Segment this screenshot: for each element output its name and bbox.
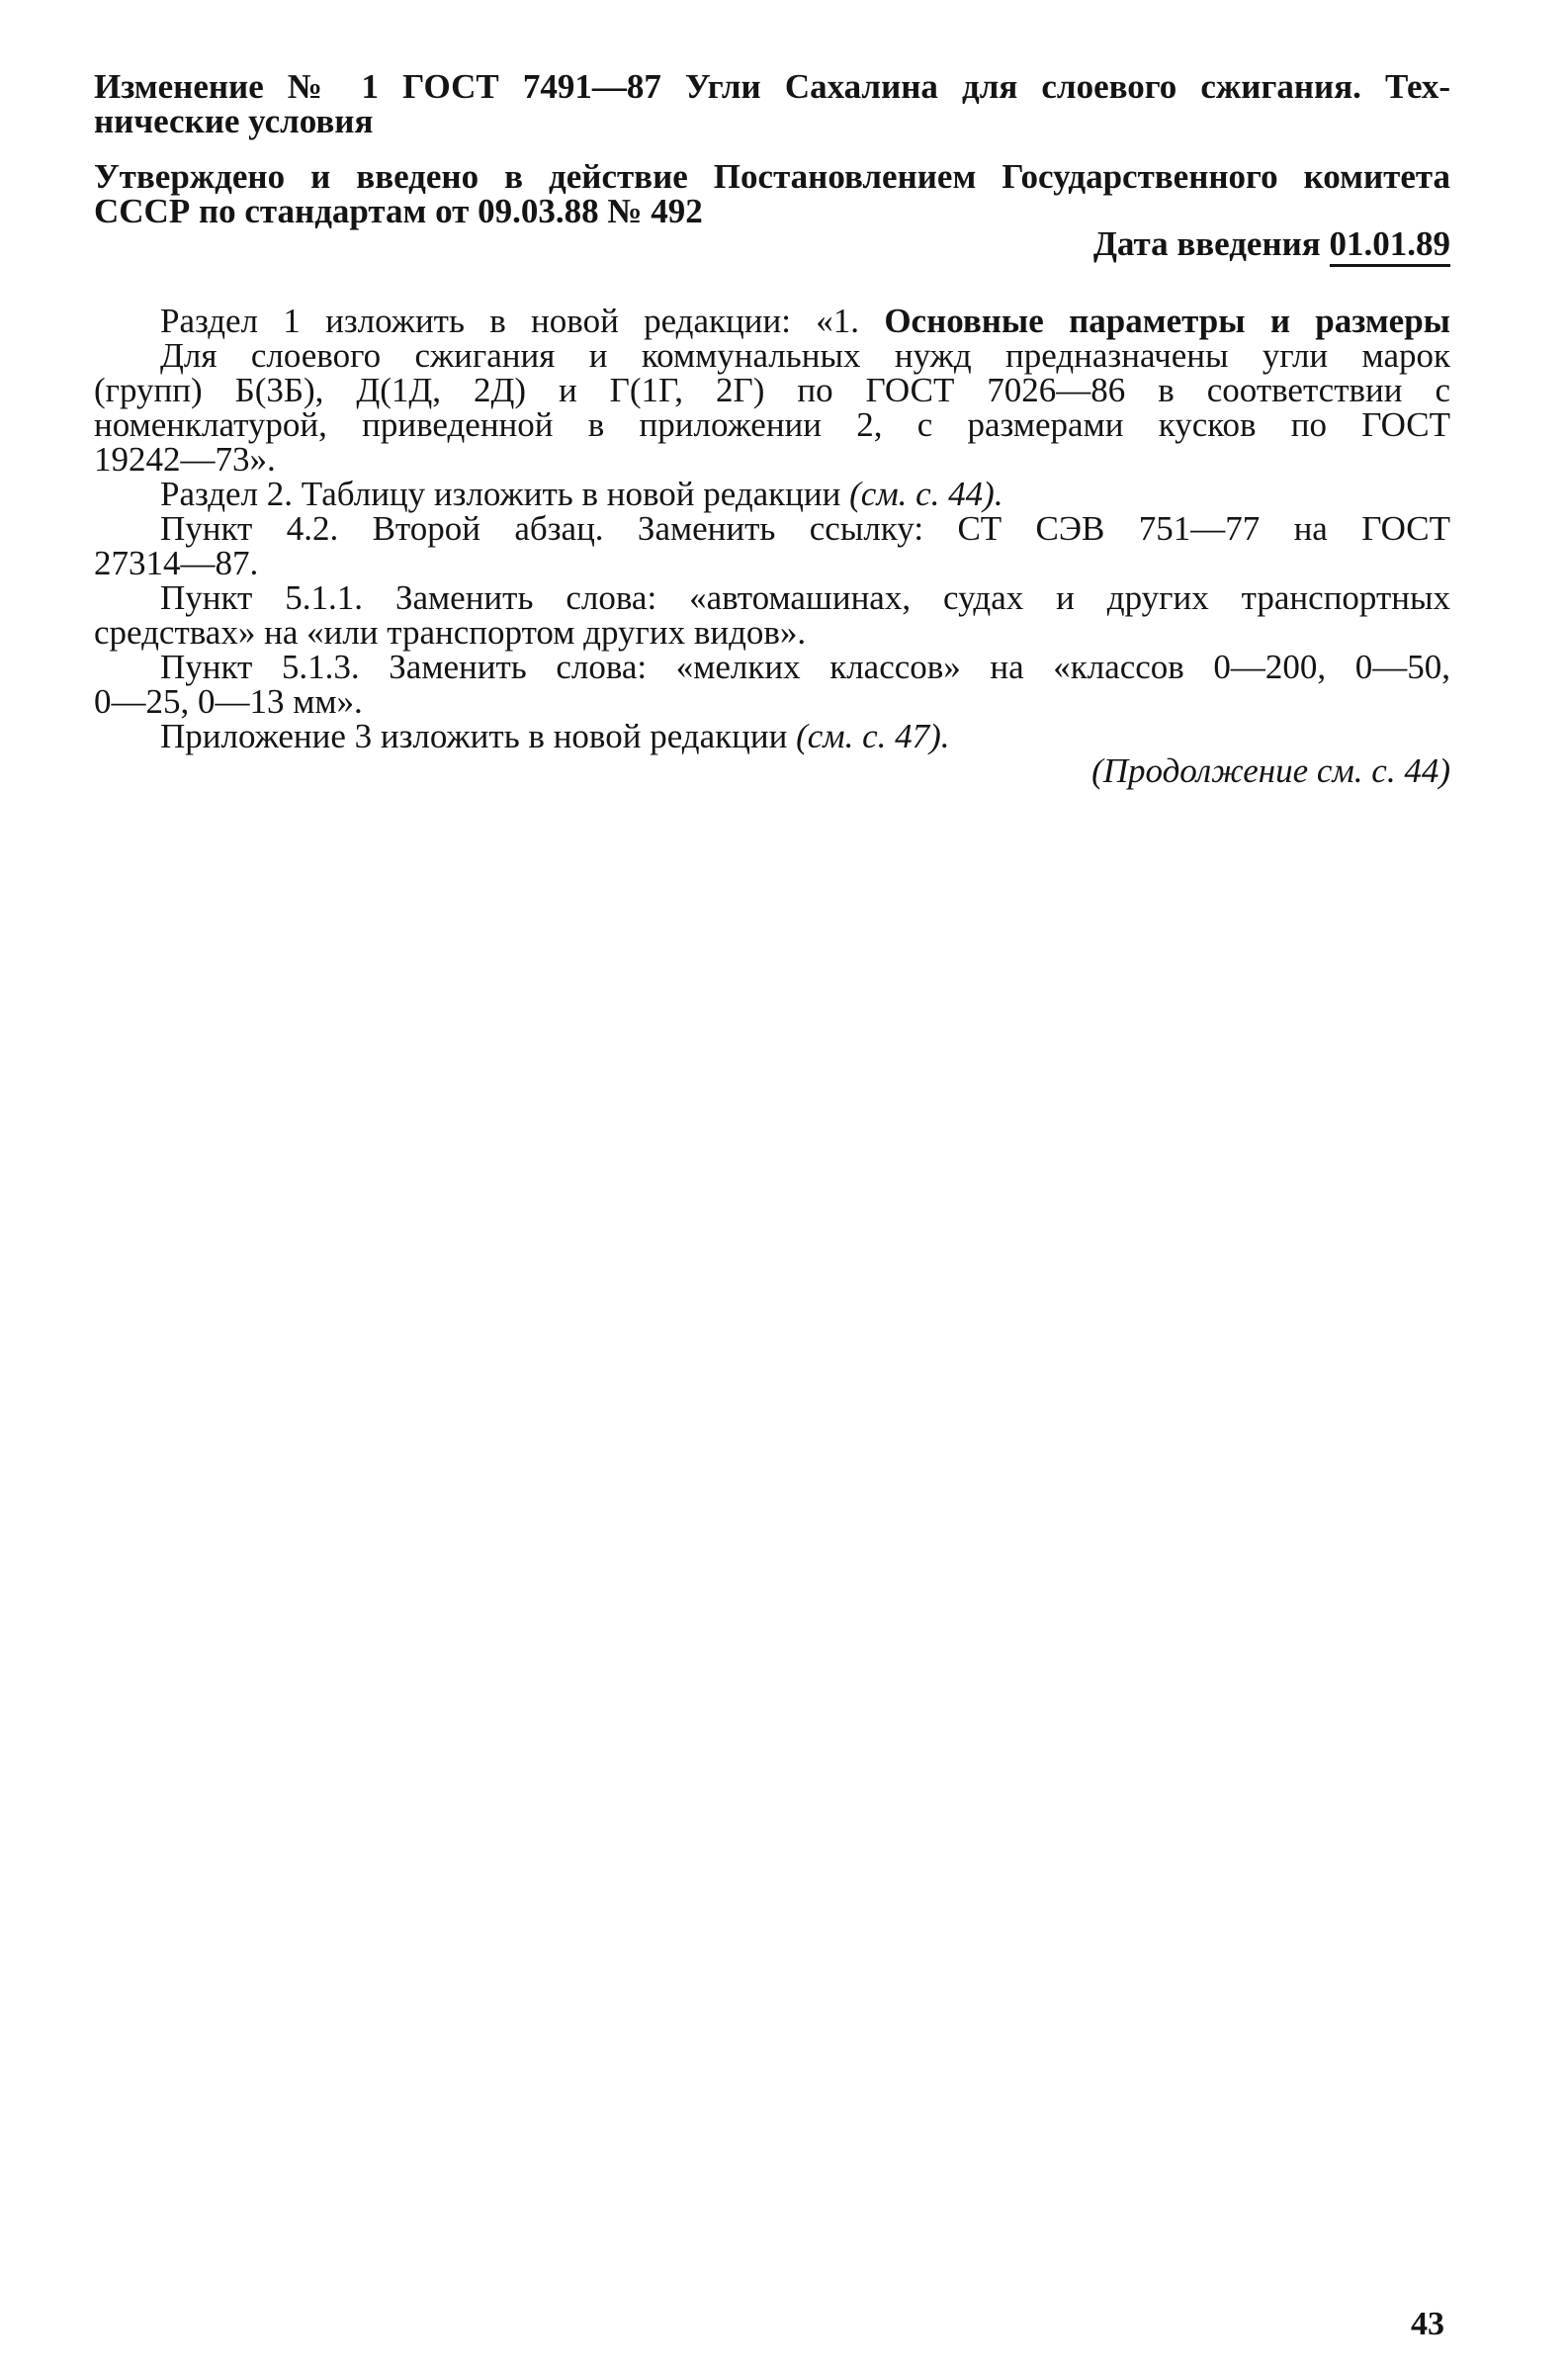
amendment-body: [94, 304, 1450, 788]
approval-line-1: Утверждено и введено в действие Постановлением Государственного комитета: [94, 157, 1450, 196]
approval-line-2: СССР по стандартам от 09.03.88 № 492: [94, 192, 703, 230]
page-number: 43: [1411, 2306, 1444, 2342]
introduction-date: [94, 226, 1450, 261]
paragraph-point-5-1-1-line-1: Пункт 5.1.1. Заменить слова: «автомашинах, судах и других транспортных: [160, 578, 1450, 617]
page-reference: (см. с. 44).: [849, 475, 1003, 513]
paragraph-section-1-line-2: Для слоевого сжигания и коммунальных нужд предназначены угли марок: [160, 336, 1450, 375]
paragraph-appendix-3: Приложение 3 изложить в новой редакции (см. с. 47).: [160, 717, 950, 755]
approval-statement: [94, 159, 1450, 228]
paragraph-section-1-line-5: 19242—73».: [94, 440, 276, 479]
paragraph-section-1-line-3: (групп) Б(3Б), Д(1Д, 2Д) и Г(1Г, 2Г) по ГОСТ 7026—86 в соответствии с: [94, 371, 1450, 409]
paragraph-point-5-1-3-line-1: Пункт 5.1.3. Заменить слова: «мелких классов» на «классов 0—200, 0—50,: [160, 648, 1450, 686]
paragraph-section-1-line-4: номенклатурой, приведенной в приложении 2, с размерами кусков по ГОСТ: [94, 405, 1450, 444]
continuation-note: (Продолжение см. с. 44): [1091, 751, 1450, 790]
title-line-2: нические условия: [94, 102, 374, 140]
date-label: Дата введения: [1092, 224, 1330, 263]
paragraph-section-2: Раздел 2. Таблицу изложить в новой редакции (см. с. 44).: [160, 475, 1003, 513]
paragraph-section-1-line-1: Раздел 1 изложить в новой редакции: «1. Основные параметры и размеры: [160, 302, 1450, 340]
paragraph-point-4-2-line-1: Пункт 4.2. Второй абзац. Заменить ссылку: СТ СЭВ 751—77 на ГОСТ: [160, 509, 1450, 548]
amendment-title: [94, 69, 1450, 138]
title-line-1: Изменение № 1 ГОСТ 7491—87 Угли Сахалина для слоевого сжигания. Тех-: [94, 67, 1450, 106]
date-value: 01.01.89: [1330, 224, 1451, 267]
paragraph-point-5-1-3-line-2: 0—25, 0—13 мм».: [94, 682, 363, 721]
paragraph-point-5-1-1-line-2: средствах» на «или транспортом других видов».: [94, 613, 807, 652]
page-reference: (см. с. 47).: [796, 717, 950, 755]
paragraph-point-4-2-line-2: 27314—87.: [94, 544, 259, 582]
section-heading-bold: Основные параметры и размеры: [884, 302, 1450, 340]
